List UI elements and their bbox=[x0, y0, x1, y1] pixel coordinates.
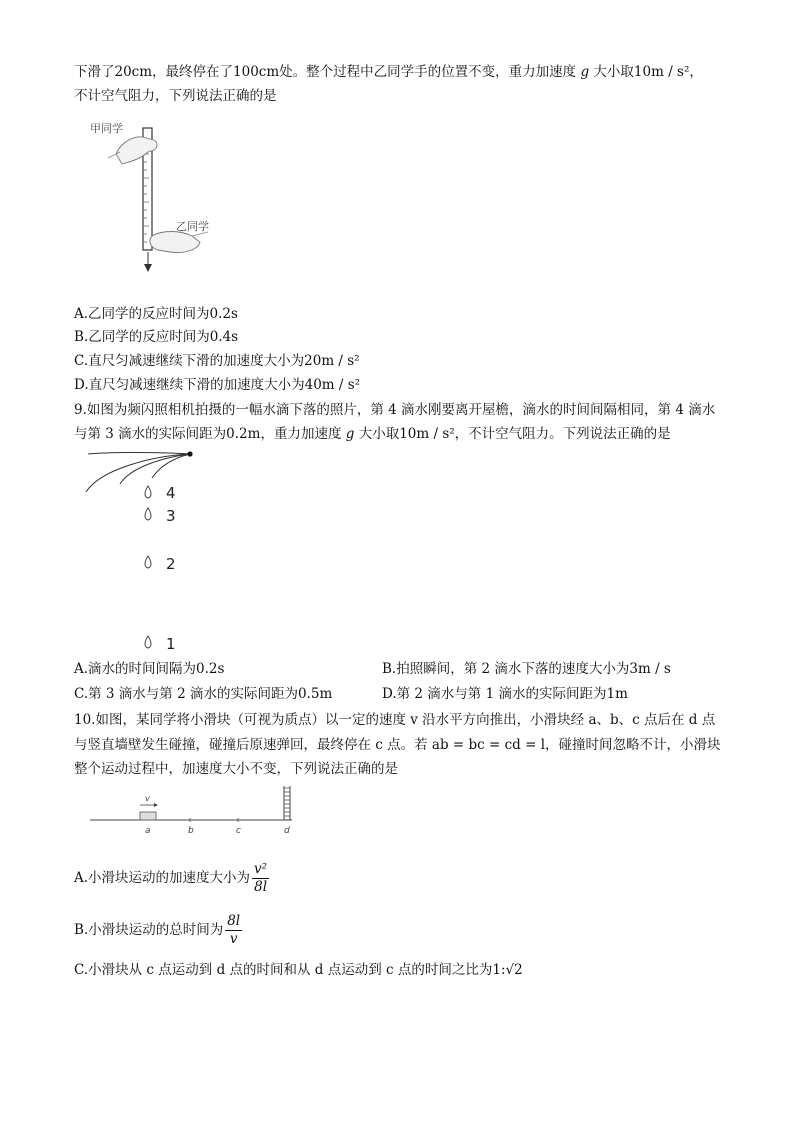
q8-option-c: C.直尺匀减速继续下滑的加速度大小为20m / s² bbox=[74, 353, 360, 369]
ruler-figure bbox=[88, 118, 218, 278]
label-d: d bbox=[284, 826, 290, 836]
q10-option-c: C.小滑块从 c 点运动到 d 点的时间和从 d 点运动到 c 点的时间之比为1:√2 bbox=[74, 962, 523, 978]
drop-1 bbox=[145, 636, 151, 648]
q10-text-line1: 10.如图，某同学将小滑块（可视为质点）以一定的速度 v 沿水平方向推出，小滑块经 a、b、c 点后在 d 点 bbox=[74, 712, 716, 728]
slider-figure bbox=[88, 786, 300, 838]
q10-text-line2: 与竖直墙壁发生碰撞，碰撞后原速弹回，最终停在 c 点。若 ab = bc = cd = l，碰撞时间忽略不计，小滑块 bbox=[74, 737, 721, 753]
q9-text-line1: 9.如图为频闪照相机拍摄的一幅水滴下落的照片，第 4 滴水刚要离开屋檐，滴水的时间间隔相同，第 4 滴水 bbox=[74, 402, 716, 418]
label-b: b bbox=[188, 826, 194, 836]
eave-line bbox=[88, 453, 190, 455]
q8-text-line2: 不计空气阻力，下列说法正确的是 bbox=[74, 88, 277, 104]
q8-text-line1: 下滑了20cm，最终停在了100cm处。整个过程中乙同学手的位置不变，重力加速度 g 大小取10m / s²， bbox=[74, 64, 703, 80]
drop-3 bbox=[145, 508, 151, 520]
drop-4 bbox=[145, 486, 151, 498]
drop-label-4: 4 bbox=[166, 484, 176, 502]
label-a: a bbox=[145, 826, 151, 836]
q8-option-d: D.直尺匀减速继续下滑的加速度大小为40m / s² bbox=[74, 377, 361, 393]
drop-label-2: 2 bbox=[166, 555, 176, 573]
fig-label-jia: 甲同学 bbox=[90, 122, 123, 135]
q8-option-b: B.乙同学的反应时间为0.4s bbox=[74, 329, 239, 345]
water-drop-figure bbox=[80, 446, 220, 656]
label-v: v bbox=[145, 794, 150, 803]
wall bbox=[284, 786, 290, 820]
drop-label-1: 1 bbox=[166, 635, 176, 653]
label-c: c bbox=[236, 826, 241, 836]
q9-text-line2: 与第 3 滴水的实际间距为0.2m，重力加速度 g 大小取10m / s²，不计空气阻力。下列说法正确的是 bbox=[74, 426, 671, 442]
q8-option-a: A.乙同学的反应时间为0.2s bbox=[74, 306, 238, 322]
q9-option-a: A.滴水的时间间隔为0.2s bbox=[74, 661, 225, 677]
slider-block bbox=[140, 812, 156, 820]
eave-point bbox=[187, 451, 192, 456]
q10-text-line3: 整个运动过程中，加速度大小不变，下列说法正确的是 bbox=[74, 761, 398, 777]
q9-option-b: B.拍照瞬间，第 2 滴水下落的速度大小为3m / s bbox=[382, 661, 671, 677]
fig-label-yi: 乙同学 bbox=[176, 220, 209, 233]
drop-2 bbox=[145, 556, 151, 568]
hand-bottom bbox=[150, 232, 200, 253]
q9-option-d: D.第 2 滴水与第 1 滴水的实际间距为1m bbox=[382, 686, 628, 702]
q10-option-b: B.小滑块运动的总时间为 $\frac{8l}{v}$ bbox=[74, 913, 241, 947]
q10-option-a: A.小滑块运动的加速度大小为 $\frac{\text{v²}}{8l}$ bbox=[74, 861, 268, 895]
q9-option-c: C.第 3 滴水与第 2 滴水的实际间距为0.5m bbox=[74, 686, 333, 702]
drop-label-3: 3 bbox=[166, 507, 176, 525]
